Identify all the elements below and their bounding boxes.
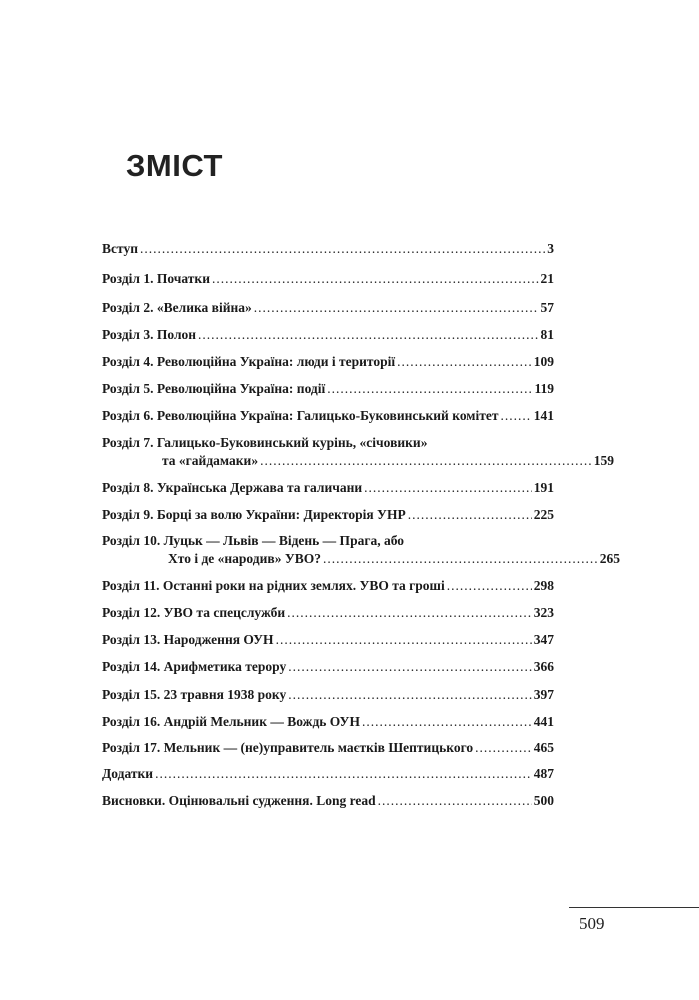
dot-leader: [260, 452, 592, 470]
toc-entry-page: 323: [533, 605, 554, 620]
dot-leader: [327, 380, 532, 398]
toc-entry: [102, 713, 554, 731]
dot-leader: [323, 550, 598, 568]
toc-entry: [102, 479, 554, 497]
toc-entry: [102, 326, 554, 344]
toc-entry: [102, 240, 554, 258]
toc-entry-title: Розділ 11. Останні роки на рідних землях. УВО та гроші: [102, 578, 445, 593]
page-number: 509: [579, 914, 605, 933]
toc-entry-title: Розділ 6. Революційна Україна: Галицько-Буковинський комітет: [102, 408, 499, 423]
toc-entry-title: Розділ 12. УВО та спецслужби: [102, 605, 286, 620]
toc-entry-page: 441: [533, 714, 554, 729]
toc-entry-title: Розділ 17. Мельник — (не)управитель маєтків Шептицького: [102, 740, 474, 755]
toc-entry: [102, 434, 614, 470]
toc-entry: [102, 792, 554, 810]
page-title: ЗМІСТ: [126, 148, 223, 183]
toc-entry-title: Розділ 8. Українська Держава та галичани: [102, 480, 363, 495]
toc-entry: [102, 270, 554, 288]
toc-entry-title: Розділ 4. Революційна Україна: люди і території: [102, 354, 396, 369]
toc-entry: [102, 380, 554, 398]
toc-entry: [102, 577, 554, 595]
toc-entry: [102, 686, 554, 704]
toc-entry-title: Розділ 2. «Велика війна»: [102, 300, 252, 315]
toc-entry-title: Розділ 15. 23 травня 1938 року: [102, 687, 287, 702]
dot-leader: [276, 631, 532, 649]
toc-entry-page: 21: [540, 271, 554, 286]
toc-entry: [102, 532, 620, 568]
dot-leader: [447, 577, 532, 595]
toc-entry-page: 109: [533, 354, 554, 369]
dot-leader: [212, 270, 539, 288]
toc-entry: [102, 604, 554, 622]
toc-entry-page: 57: [540, 300, 554, 315]
toc-entry-title: Розділ 5. Революційна Україна: події: [102, 381, 326, 396]
toc-entry-title: Висновки. Оцінювальні судження. Long read: [102, 793, 376, 808]
dot-leader: [287, 604, 532, 622]
toc-entry-title: Розділ 1. Початки: [102, 271, 210, 286]
dot-leader: [501, 407, 532, 425]
toc-entry-page: 298: [533, 578, 554, 593]
toc-entry-page: 191: [533, 480, 554, 495]
toc-entry: [102, 765, 554, 783]
toc-entry-page: 366: [533, 659, 554, 674]
dot-leader: [254, 299, 539, 317]
toc-entry-title: Хто і де «народив» УВО?: [168, 551, 321, 566]
toc-entry-page: 500: [533, 793, 554, 808]
dot-leader: [475, 739, 532, 757]
dot-leader: [288, 658, 531, 676]
toc-entry-page: 487: [533, 766, 554, 781]
dot-leader: [362, 713, 532, 731]
dot-leader: [198, 326, 538, 344]
toc-entry-page: 465: [533, 740, 554, 755]
toc-entry-title: Розділ 14. Арифметика терору: [102, 659, 287, 674]
toc-entry: [102, 739, 554, 757]
toc-entry-title: Розділ 9. Борці за волю України: Директорія УНР: [102, 507, 406, 522]
dot-leader: [364, 479, 532, 497]
toc-entry-page: 3: [547, 241, 554, 256]
toc-entry-title: Розділ 13. Народження ОУН: [102, 632, 274, 647]
toc-entry: [102, 353, 554, 371]
toc-entry-title: Розділ 16. Андрій Мельник — Вождь ОУН: [102, 714, 360, 729]
toc-entry-title-line1: Розділ 10. Луцьк — Львів — Відень — Прага, або: [102, 533, 405, 548]
toc-entry-page: 119: [534, 381, 554, 396]
footer-rule: [569, 907, 699, 908]
toc-entry-title: Вступ: [102, 241, 138, 256]
toc-entry-page: 141: [533, 408, 554, 423]
toc-entry-page: 159: [593, 453, 614, 468]
toc-entry-page: 265: [599, 551, 620, 566]
dot-leader: [397, 353, 532, 371]
toc-entry-title: та «гайдамаки»: [162, 453, 259, 468]
toc-entry-title: Додатки: [102, 766, 154, 781]
dot-leader: [378, 792, 532, 810]
toc-entry: [102, 631, 554, 649]
dot-leader: [140, 240, 545, 258]
toc-entry: [102, 299, 554, 317]
toc-entry-title-line1: Розділ 7. Галицько-Буковинський курінь, «січовики»: [102, 435, 428, 450]
dot-leader: [408, 506, 532, 524]
toc-entry-page: 397: [533, 687, 554, 702]
toc-entry: [102, 506, 554, 524]
toc-entry-page: 347: [533, 632, 554, 647]
toc-entry-page: 225: [533, 507, 554, 522]
toc-entry: [102, 658, 554, 676]
dot-leader: [288, 686, 531, 704]
toc-entry: [102, 407, 554, 425]
dot-leader: [155, 765, 532, 783]
toc-entry-page: 81: [540, 327, 554, 342]
toc-entry-title: Розділ 3. Полон: [102, 327, 197, 342]
